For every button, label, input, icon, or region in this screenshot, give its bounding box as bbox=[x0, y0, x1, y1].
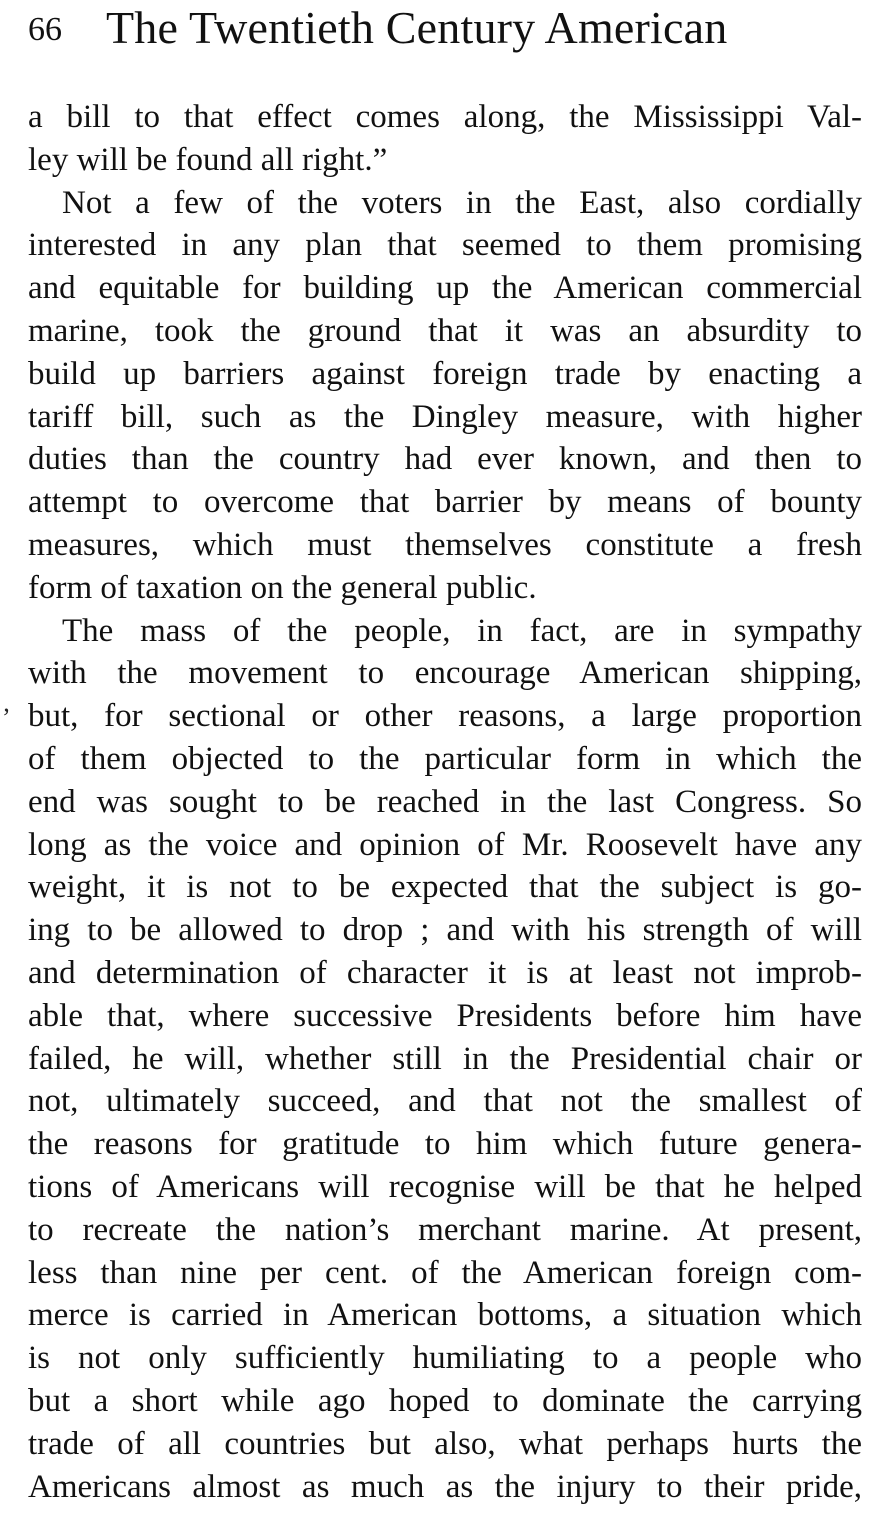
body-text bbox=[28, 96, 862, 1508]
text-line: of them objected to the particular form in which the bbox=[28, 740, 862, 777]
text-line: and determination of character it is at least not improb- bbox=[28, 954, 862, 991]
text-line: measures, which must themselves constitute a fresh bbox=[28, 526, 862, 563]
paragraph bbox=[28, 610, 862, 1509]
text-line: but, for sectional or other reasons, a large proportion bbox=[28, 698, 862, 735]
text-line: the reasons for gratitude to him which future genera- bbox=[28, 1126, 862, 1163]
text-line: tariff bill, such as the Dingley measure, with higher bbox=[28, 398, 862, 435]
text-line: ing to be allowed to drop ; and with his strength of will bbox=[28, 912, 862, 949]
text-line: Not a few of the voters in the East, also cordially bbox=[62, 184, 862, 221]
running-title: The Twentieth Century American bbox=[106, 2, 728, 53]
paragraph bbox=[28, 96, 862, 182]
text-line: merce is carried in American bottoms, a situation which bbox=[28, 1297, 862, 1334]
text-line: a bill to that effect comes along, the Mississippi Val- bbox=[28, 99, 862, 135]
page-header bbox=[28, 0, 862, 96]
text-line: interested in any plan that seemed to them promising bbox=[28, 227, 862, 264]
paragraph bbox=[28, 182, 862, 610]
text-line: build up barriers against foreign trade by enacting a bbox=[28, 355, 862, 392]
text-line: The mass of the people, in fact, are in sympathy bbox=[62, 612, 862, 649]
text-line: but a short while ago hoped to dominate the carrying bbox=[28, 1382, 862, 1419]
text-line: able that, where successive Presidents before him have bbox=[28, 997, 862, 1034]
text-line: form of taxation on the general public. bbox=[28, 569, 537, 606]
page-number: 66 bbox=[28, 11, 62, 48]
text-line: not, ultimately succeed, and that not the smallest of bbox=[28, 1083, 862, 1120]
text-line: to recreate the nation’s merchant marine. At present, bbox=[28, 1211, 862, 1248]
text-line: Americans almost as much as the injury to their pride, bbox=[28, 1468, 862, 1505]
text-line: weight, it is not to be expected that the subject is go- bbox=[28, 869, 862, 906]
text-line: end was sought to be reached in the last Congress. So bbox=[28, 783, 862, 820]
text-line: trade of all countries but also, what perhaps hurts the bbox=[28, 1425, 862, 1462]
text-line: and equitable for building up the American commercial bbox=[28, 270, 862, 307]
book-page bbox=[28, 0, 862, 1508]
text-line: long as the voice and opinion of Mr. Roosevelt have any bbox=[28, 826, 862, 863]
stray-ink-mark: ’ bbox=[2, 703, 11, 732]
text-line: with the movement to encourage American shipping, bbox=[28, 655, 862, 692]
text-line: is not only sufficiently humiliating to a people who bbox=[28, 1340, 862, 1377]
text-line: failed, he will, whether still in the Presidential chair or bbox=[28, 1040, 862, 1077]
text-line: tions of Americans will recognise will be that he helped bbox=[28, 1168, 862, 1205]
text-line: attempt to overcome that barrier by means of bounty bbox=[28, 484, 862, 521]
text-line: less than nine per cent. of the American foreign com- bbox=[28, 1254, 862, 1291]
text-line: marine, took the ground that it was an absurdity to bbox=[28, 312, 862, 349]
text-line: ley will be found all right.” bbox=[28, 141, 388, 178]
text-line: duties than the country had ever known, and then to bbox=[28, 441, 862, 478]
